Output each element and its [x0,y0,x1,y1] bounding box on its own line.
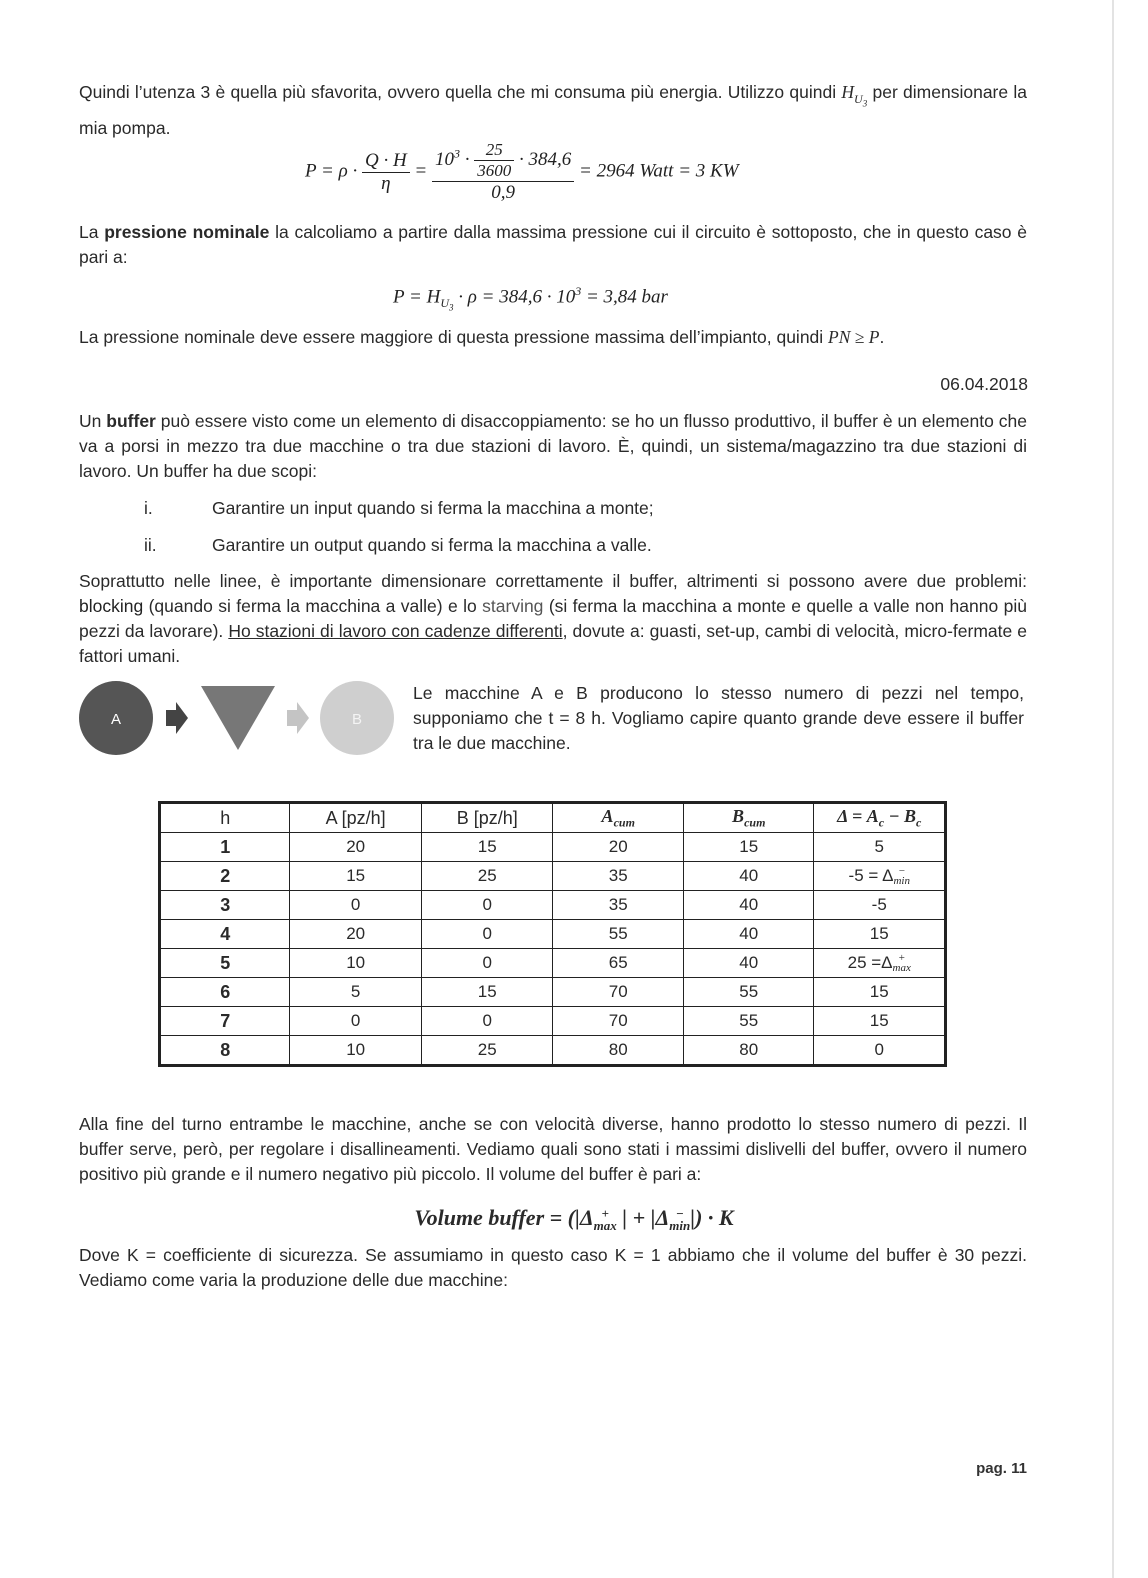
paragraph-pressione: La pressione nominale la calcoliamo a partire dalla massima pressione cui il circuito è sottoposto, che in questo caso è pari a: [79,222,1027,267]
table-row: 5 10 0 65 40 25 =Δ + max [160,949,946,978]
volume-buffer-formula: Volume buffer = (|Δ + max | + |Δ − min |) · K [414,1205,734,1233]
text: Quindi l’utenza 3 è quella più sfavorita, ovvero quella che mi consuma più energia. Utilizzo quindi [79,82,837,102]
fraction-qh-eta: $\frac{Q \cdot H}{\eta}$ [362,150,410,195]
paragraph-fine-turno: Alla fine del turno entrambe le macchine, anche se con velocità diverse, hanno prodotto lo stesso numero di pezzi. Il buffer serve, però, per regolare i disallineamenti. Vediamo quali sono stati i massimi dislivelli del buffer, ovvero il numero positivo più grande e il numero negativo più piccolo. Il volume del buffer è pari a: [79,1114,1027,1184]
buffer-table [158,801,947,1067]
arrow-right-icon [287,702,309,734]
paragraph-coefficiente: Dove K = coefficiente di sicurezza. Se assumiamo in questo caso K = 1 abbiamo che il volume del buffer è 30 pezzi. Vediamo come varia la produzione delle due macchine: [79,1245,1027,1290]
page-edge [1112,0,1114,1578]
table-row: 6 5 15 70 55 15 [160,978,946,1007]
header-h: h [160,803,290,833]
paragraph-pn: La pressione nominale deve essere maggiore di questa pressione massima dell’impianto, quindi PN ≥ P. [79,327,885,347]
list-item: i. Garantire un input quando si ferma la macchina a monte; [144,498,654,518]
paragraph-buffer: Un buffer può essere visto come un elemento di disaccoppiamento: se ho un flusso produttivo, il buffer è un elemento che va a porsi in mezzo tra due macchine o tra due stazioni di lavoro. È, quindi, un sistema/magazzino tra due stazioni di lavoro. Un buffer ha due scopi: [79,411,1027,481]
table-row: 7 0 0 70 55 15 [160,1007,946,1036]
header-b: B [pz/h] [421,803,553,833]
arrow-right-icon [166,702,188,734]
date-label: 06.04.2018 [940,374,1028,394]
page-number: pag. 11 [976,1460,1027,1477]
power-equation: P = ρ · $\frac{Q \cdot H}{\eta}$ = $10^3$ · $\frac{25}{3600}$ · 384,6 0,9 = 2964 Watt = 3 KW [305,140,739,203]
text: per dimensionare la mia pompa. [79,82,1027,138]
pressure-equation: $P = H_{U_3} \cdot \rho = 384,6 \cdot 10^3 = 3,84$ bar [393,284,668,313]
table-row: 3 0 0 35 40 -5 [160,891,946,920]
machine-a-label: A [110,711,122,728]
table-header-row [160,803,946,833]
table-row: 1 20 15 20 15 5 [160,833,946,862]
math-hu3: $H_{U_3}$ [841,82,868,108]
table-row: 2 15 25 35 40 -5 = Δ − min [160,862,946,891]
paragraph-utenza [79,80,1027,141]
list-item: ii. Garantire un output quando si ferma la macchina a valle. [144,535,652,555]
fraction-numeric: $10^3$ · $\frac{25}{3600}$ · 384,6 0,9 [432,140,574,204]
buffer-triangle [201,686,275,750]
header-bcum: $B_{cum}$ [683,803,814,833]
paragraph-problemi: Soprattutto nelle linee, è importante dimensionare correttamente il buffer, altrimenti si possono avere due problemi: blocking (quando si ferma la macchina a valle) e lo starving (si ferma la macchina a monte e quelle a valle non hanno più pezzi da lavorare). Ho stazioni di lavoro con cadenze differenti, dovute a: guasti, set-up, cambi di velocità, micro-fermate e fattori umani. [79,571,1027,666]
table-row: 4 20 0 55 40 15 [160,920,946,949]
paragraph-macchine: Le macchine A e B producono lo stesso numero di pezzi nel tempo, supponiamo che t = 8 h. Vogliamo capire quanto grande deve essere il buffer tra le due macchine. [413,683,1024,753]
header-delta: $\Delta = A_c - B_c$ [814,803,946,833]
machines-diagram [78,680,398,760]
header-acum: $A_{cum}$ [553,803,684,833]
machine-b-label: B [351,711,363,728]
header-a: A [pz/h] [290,803,422,833]
table-row: 8 10 25 80 80 0 [160,1036,946,1066]
